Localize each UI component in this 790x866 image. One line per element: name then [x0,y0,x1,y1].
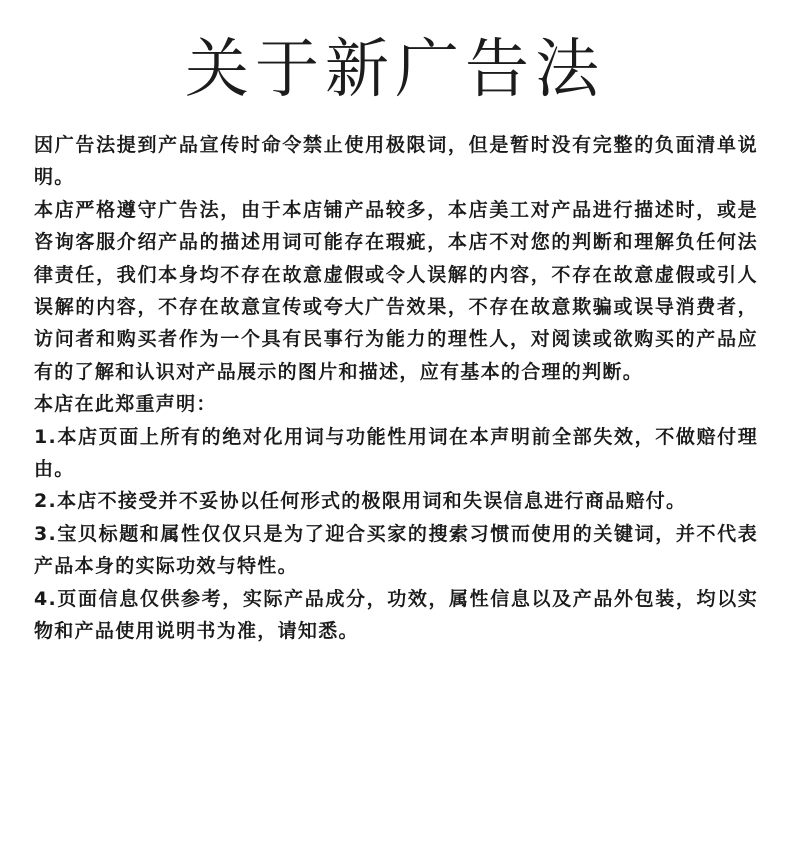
declaration-item-4: 4.页面信息仅供参考，实际产品成分，功效，属性信息以及产品外包装，均以实物和产品使用说明书为准，请知悉。 [34,587,758,643]
notice-body [34,129,758,648]
declaration-item-3: 3.宝贝标题和属性仅仅只是为了迎合买家的搜索习惯而使用的关键词，并不代表产品本身的实际功效与特性。 [34,522,758,578]
intro-paragraph: 因广告法提到产品宣传时命令禁止使用极限词，但是暂时没有完整的负面清单说明。 [34,134,758,189]
declaration-item-1: 1.本店页面上所有的绝对化用词与功能性用词在本声明前全部失效，不做赔付理由。 [34,425,758,481]
compliance-paragraph: 本店严格遵守广告法，由于本店铺产品较多，本店美工对产品进行描述时，或是咨询客服介绍产品的描述用词可能存在瑕疵，本店不对您的判断和理解负任何法律责任，我们本身均不存在故意虚假或令人误解的内容，不存在故意虚假或引人误解的内容，不存在故意宣传或夸大广告效果，不存在故意欺骗或误导消费者，访问者和购买者作为一个具有民事行为能力的理性人，对阅读或欲购买的产品应有的了解和认识对产品展示的图片和描述，应有基本的合理的判断。 [34,198,758,383]
declaration-item-2: 2.本店不接受并不妥协以任何形式的极限用词和失误信息进行商品赔付。 [34,490,687,513]
declaration-heading: 本店在此郑重声明： [34,393,217,416]
page-title: 关于新广告法 [185,33,605,107]
